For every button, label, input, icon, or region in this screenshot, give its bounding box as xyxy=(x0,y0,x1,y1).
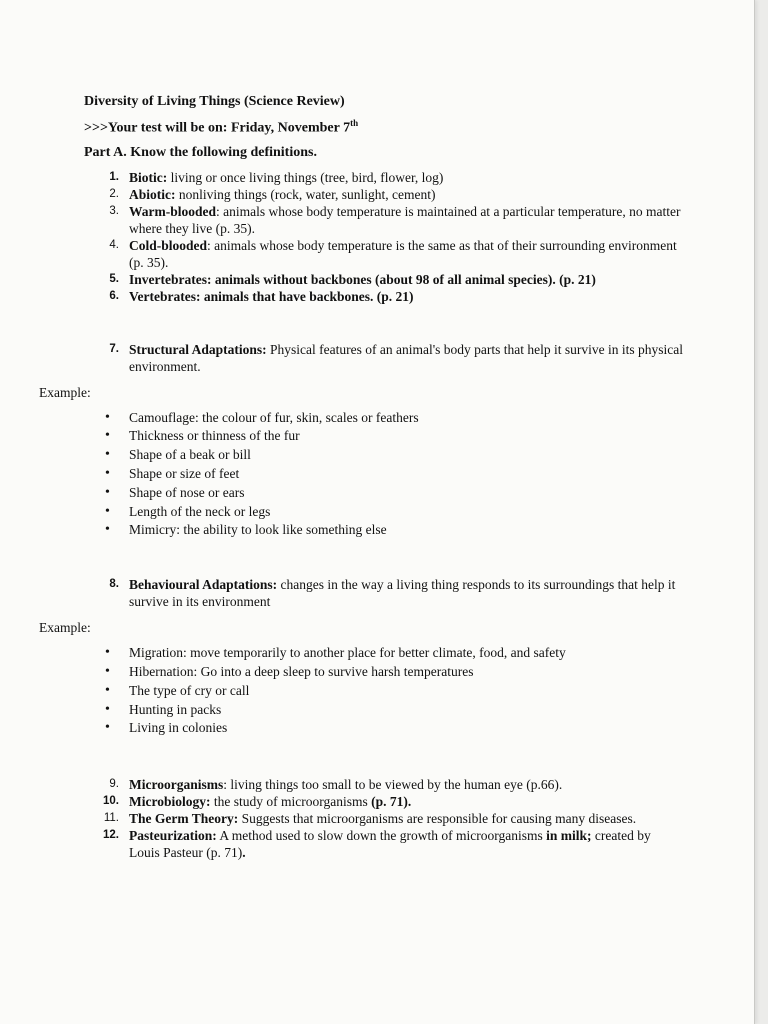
item-number: 3. xyxy=(109,204,119,217)
definition-item xyxy=(84,271,684,288)
definition-text: : animals whose body temperature is the same as that of their surrounding environment (p. 35). xyxy=(129,237,677,270)
item-number: 4. xyxy=(109,238,119,251)
list-item: • Shape of a beak or bill xyxy=(84,446,684,465)
definition-term: Microbiology: xyxy=(129,794,211,810)
definition-item xyxy=(84,237,684,271)
definition-term: The Germ Theory: xyxy=(129,811,239,827)
definition-term: Pasteurization: xyxy=(129,828,217,844)
definitions-list-1 xyxy=(84,169,684,305)
definition-text: changes in the way a living thing responds to its surroundings that help it survive in its environment xyxy=(129,577,676,610)
list-item: • Shape of nose or ears xyxy=(84,484,684,503)
item-number: 12. xyxy=(103,829,119,842)
definition-text: Suggests that microorganisms are responsible for causing many diseases. xyxy=(238,811,637,827)
list-item: • Living in colonies xyxy=(84,719,684,738)
test-date-text: >>>Your test will be on: Friday, November 7 xyxy=(84,120,351,136)
item-number: 10. xyxy=(103,795,119,808)
test-date-suffix: th xyxy=(350,118,359,128)
definition-tail: in milk; xyxy=(546,828,592,844)
definitions-list-7 xyxy=(84,341,684,375)
definition-text-2: created by Louis Pasteur (p. 71) xyxy=(129,828,651,861)
example-label: Example: xyxy=(39,384,91,400)
definition-item xyxy=(84,186,684,203)
page-title: Diversity of Living Things (Science Review) xyxy=(84,94,345,109)
definition-term: Warm-blooded xyxy=(129,203,217,219)
item-number: 2. xyxy=(109,187,119,200)
definition-text: Invertebrates: animals without backbones (about 98 of all animal species). (p. 21) xyxy=(129,271,596,287)
definition-text: A method used to slow down the growth of microorganisms xyxy=(216,828,547,844)
definition-item xyxy=(84,810,684,827)
example-label: Example: xyxy=(39,620,91,636)
definitions-list-8 xyxy=(84,576,684,610)
item-number: 11. xyxy=(103,812,119,825)
spacer xyxy=(84,402,684,409)
list-item: • Mimicry: the ability to look like something else xyxy=(84,521,684,540)
definition-term: Behavioural Adaptations: xyxy=(129,577,278,593)
definition-item xyxy=(84,341,684,375)
definition-text: Physical features of an animal's body parts that help it survive in its physical environment. xyxy=(129,341,683,374)
item-number: 8. xyxy=(109,578,119,591)
list-item: • The type of cry or call xyxy=(84,682,684,701)
definitions-list-9 xyxy=(84,776,684,861)
definition-text: the study of microorganisms xyxy=(210,794,372,810)
spacer xyxy=(84,637,684,644)
item-number: 6. xyxy=(109,289,119,302)
definition-item xyxy=(84,776,684,793)
part-a-heading: Part A. Know the following definitions. xyxy=(84,144,317,160)
list-item: • Camouflage: the colour of fur, skin, scales or feathers xyxy=(84,409,684,428)
list-item: • Hibernation: Go into a deep sleep to survive harsh temperatures xyxy=(84,663,684,682)
spacer xyxy=(84,540,684,576)
item-number: 9. xyxy=(109,778,119,791)
spacer xyxy=(84,375,684,384)
list-item: • Hunting in packs xyxy=(84,701,684,720)
spacer xyxy=(84,305,684,341)
definition-text: nonliving things (rock, water, sunlight, cement) xyxy=(175,186,436,202)
definition-text: Vertebrates: animals that have backbones. (p. 21) xyxy=(129,288,414,304)
definition-tail: (p. 71). xyxy=(371,794,412,810)
item-number: 7. xyxy=(109,342,119,355)
definition-item xyxy=(84,827,684,861)
definition-item xyxy=(84,288,684,305)
list-item: • Shape or size of feet xyxy=(84,465,684,484)
definition-term: Structural Adaptations: xyxy=(129,341,267,357)
list-item: • Length of the neck or legs xyxy=(84,503,684,522)
definition-item xyxy=(84,169,684,186)
list-item: • Migration: move temporarily to another place for better climate, food, and safety xyxy=(84,644,684,663)
spacer xyxy=(84,738,684,776)
definition-text: : animals whose body temperature is maintained at a particular temperature, no matter where they live (p. 35). xyxy=(129,203,681,236)
definition-item xyxy=(84,203,684,237)
definition-tail-2: . xyxy=(242,845,246,861)
item-number: 5. xyxy=(109,272,119,285)
structural-examples-list xyxy=(84,409,684,541)
spacer xyxy=(84,610,684,619)
definition-term: Abiotic: xyxy=(129,186,176,202)
definition-item xyxy=(84,793,684,810)
behavioural-examples-list xyxy=(84,644,684,738)
item-number: 1. xyxy=(109,170,119,183)
definition-term: Biotic: xyxy=(129,169,168,185)
definition-term: Microorganisms xyxy=(129,777,224,793)
test-date xyxy=(84,118,684,137)
definition-text: : living things too small to be viewed by the human eye (p.66). xyxy=(223,777,563,793)
definition-text: living or once living things (tree, bird, flower, log) xyxy=(167,169,444,185)
list-item: • Thickness or thinness of the fur xyxy=(84,427,684,446)
definition-item xyxy=(84,576,684,610)
document-content xyxy=(39,94,684,861)
definition-term: Cold-blooded xyxy=(129,237,208,253)
